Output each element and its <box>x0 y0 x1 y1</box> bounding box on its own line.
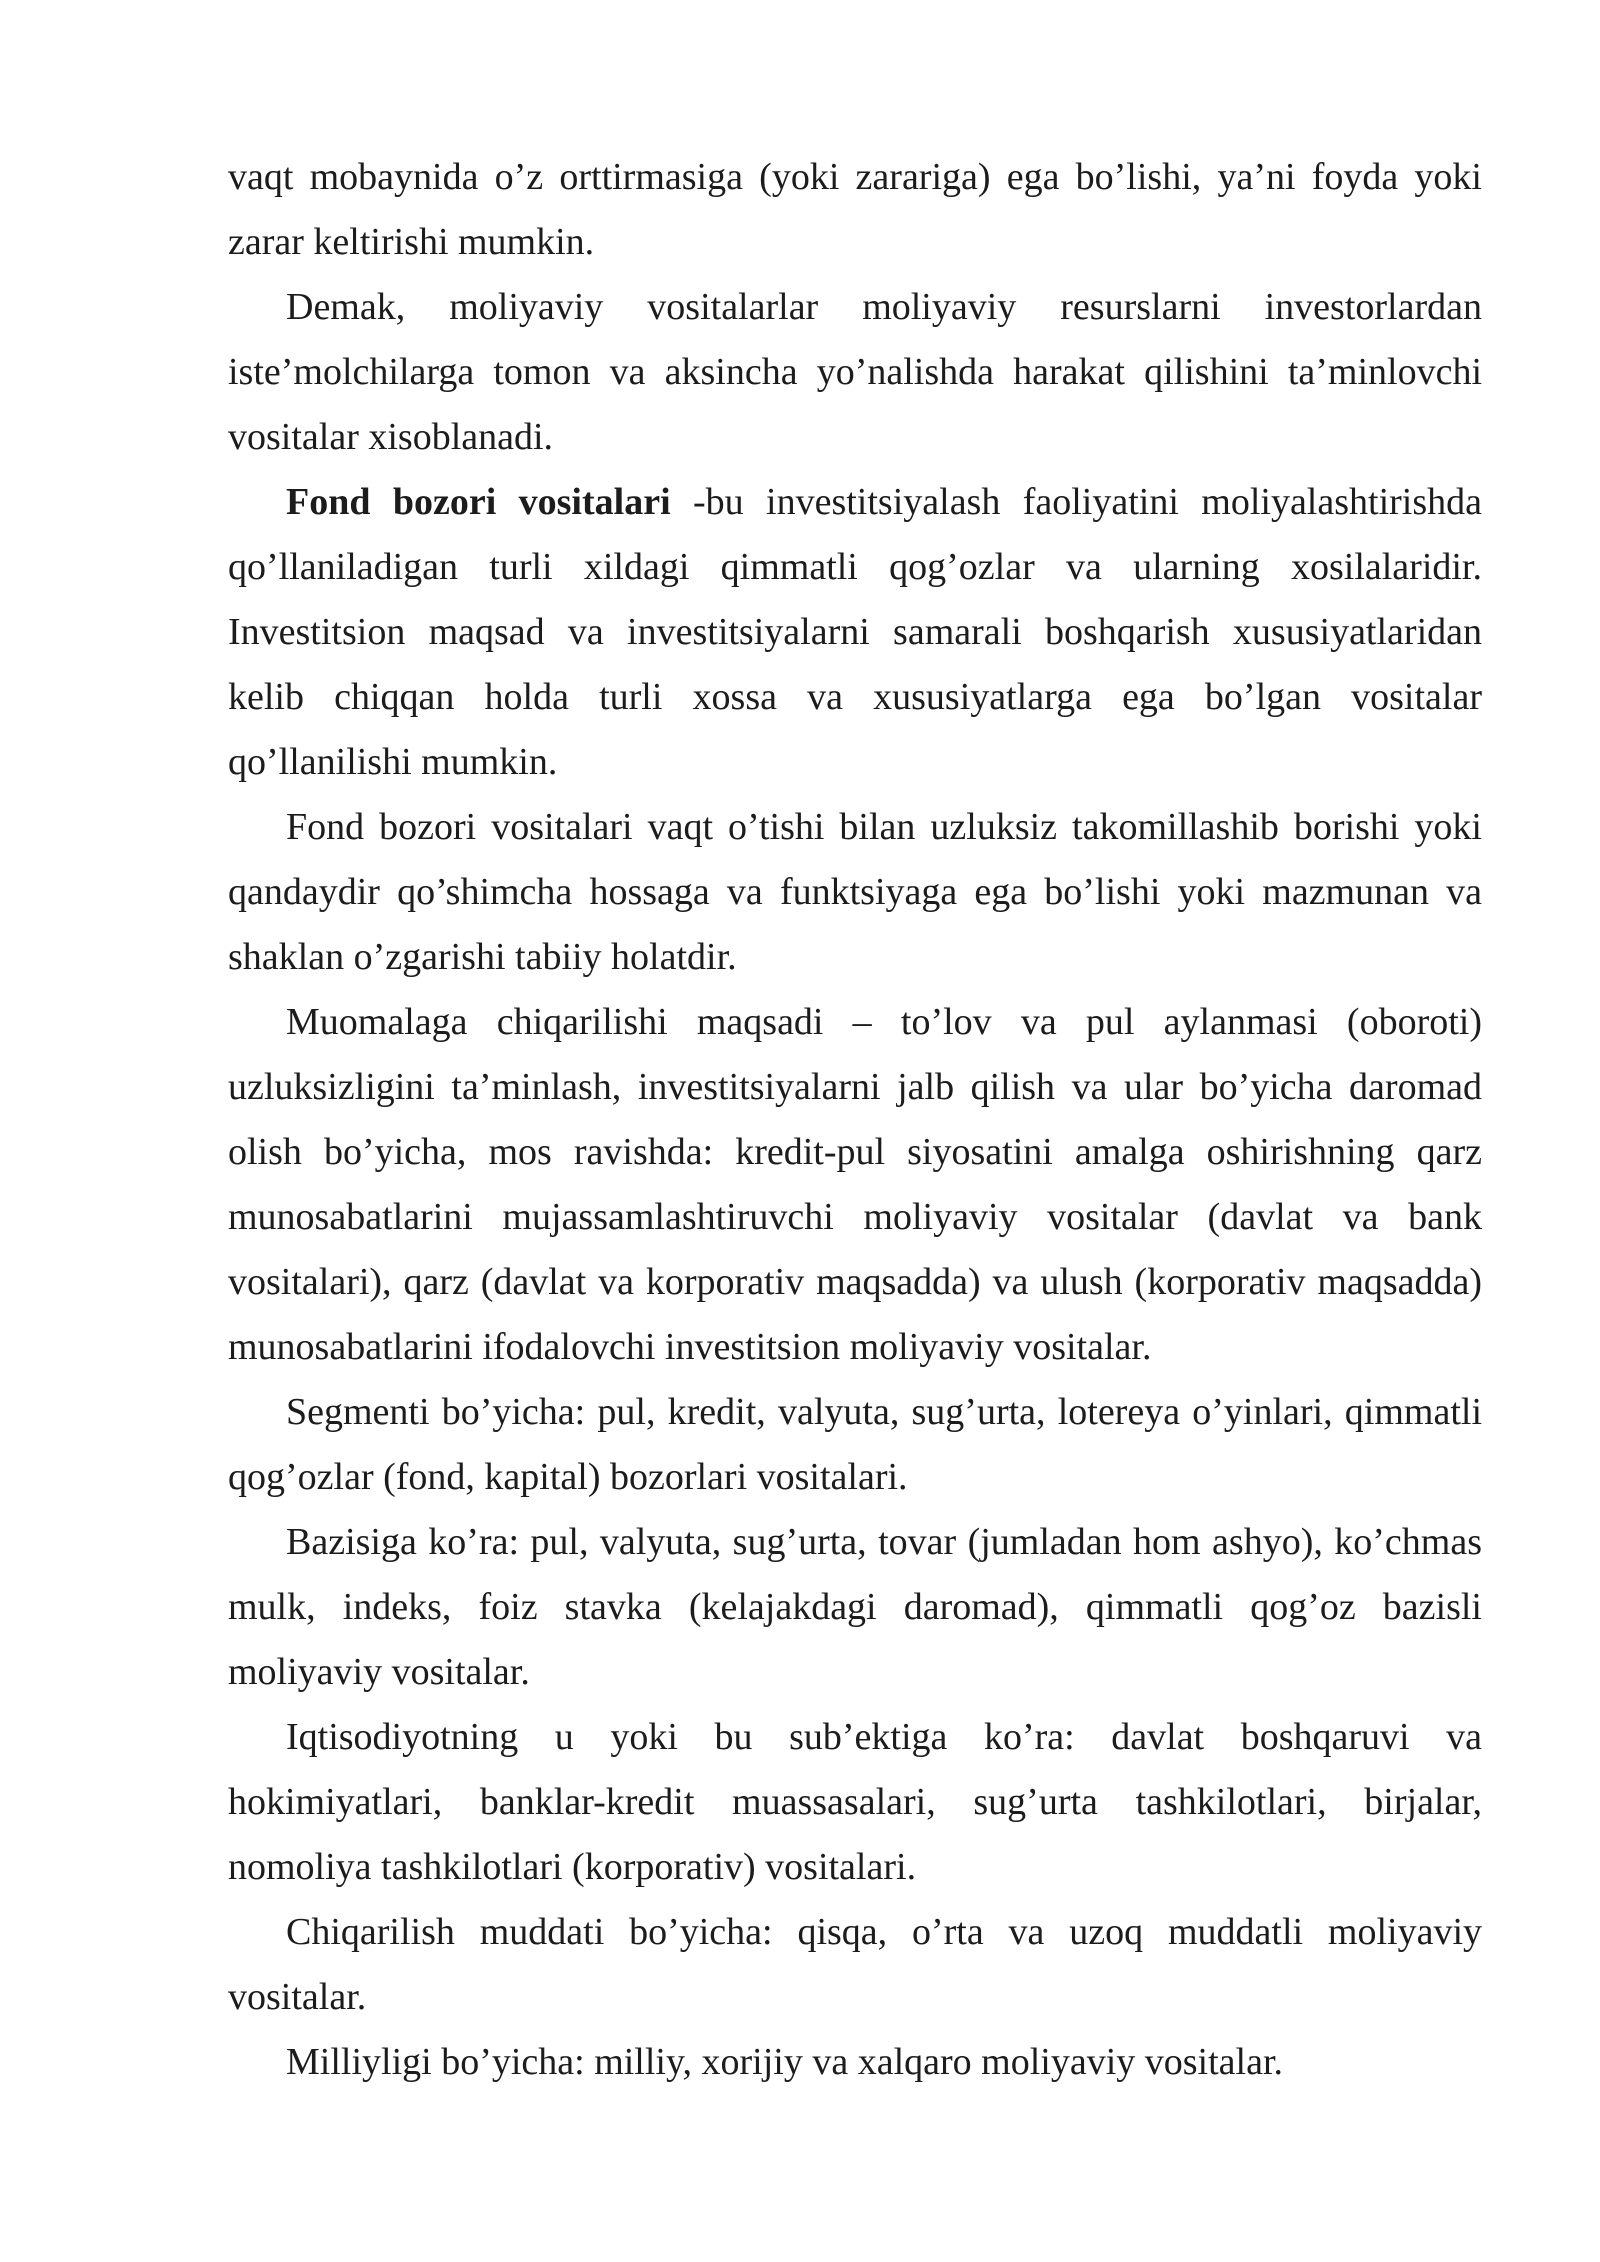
paragraph-classification-segment: Segmenti bo’yicha: pul, kredit, valyuta, sug’urta, lotereya o’yinlari, qimmatli qog’ozlar (fond, kapital) bozorlari vositalari. <box>228 1391 1482 1498</box>
paragraph-fond-bozori-vositalari <box>228 470 1482 795</box>
paragraph-classification-subject: Iqtisodiyotning u yoki bu sub’ektiga ko’ra: davlat boshqaruvi va hokimiyatlari, banklar-kredit muassasalari, sug’urta tashkilotlari, birjalar, nomoliya tashkilotlari (korporativ) vositalari. <box>228 1716 1482 1888</box>
paragraph-classification-purpose: Muomalaga chiqarilishi maqsadi – to’lov va pul aylanmasi (oboroti) uzluksizligini ta’minlash, investitsiyalarni jalb qilish va ular bo’yicha daromad olish bo’yicha, mos ravishda: kredit-pul siyosatini amalga oshirishning qarz munosabatlarini mujassamlashtiruvchi moliyaviy vositalar (davlat va bank vositalari), qarz (davlat va korporativ maqsadda) va ulush (korporativ maqsadda) munosabatlarini ifodalovchi investitsion moliyaviy vositalar. <box>228 1001 1482 1368</box>
paragraph-classification-term: Chiqarilish muddati bo’yicha: qisqa, o’rta va uzoq muddatli moliyaviy vositalar. <box>228 1911 1482 2018</box>
document-page <box>228 145 1482 2095</box>
paragraph-continuation: vaqt mobaynida o’z orttirmasiga (yoki zarariga) ega bo’lishi, ya’ni foyda yoki zarar keltirishi mumkin. <box>228 156 1482 263</box>
paragraph-classification-basis: Bazisiga ko’ra: pul, valyuta, sug’urta, tovar (jumladan hom ashyo), ko’chmas mulk, indeks, foiz stavka (kelajakdagi daromad), qimmatli qog’oz bazisli moliyaviy vositalar. <box>228 1521 1482 1693</box>
bold-term: Fond bozori vositalari <box>286 481 671 523</box>
paragraph-text: -bu investitsiyalash faoliyatini moliyalashtirishda qo’llaniladigan turli xildagi qimmatli qog’ozlar va ularning xosilalaridir. Investitsion maqsad va investitsiyalarni samarali boshqarish xususiyatlaridan kelib chiqqan holda turli xossa va xususiyatlarga ega bo’lgan vositalar qo’llanilishi mumkin. <box>228 481 1483 783</box>
paragraph-definition-summary: Demak, moliyaviy vositalarlar moliyaviy resurslarni investorlardan iste’molchilarga tomon va aksincha yo’nalishda harakat qilishini ta’minlovchi vositalar xisoblanadi. <box>228 286 1482 458</box>
paragraph-classification-nationality: Milliyligi bo’yicha: milliy, xorijiy va xalqaro moliyaviy vositalar. <box>286 2041 1283 2083</box>
paragraph-evolution: Fond bozori vositalari vaqt o’tishi bilan uzluksiz takomillashib borishi yoki qandaydir qo’shimcha hossaga va funktsiyaga ega bo’lishi yoki mazmunan va shaklan o’zgarishi tabiiy holatdir. <box>228 806 1482 978</box>
